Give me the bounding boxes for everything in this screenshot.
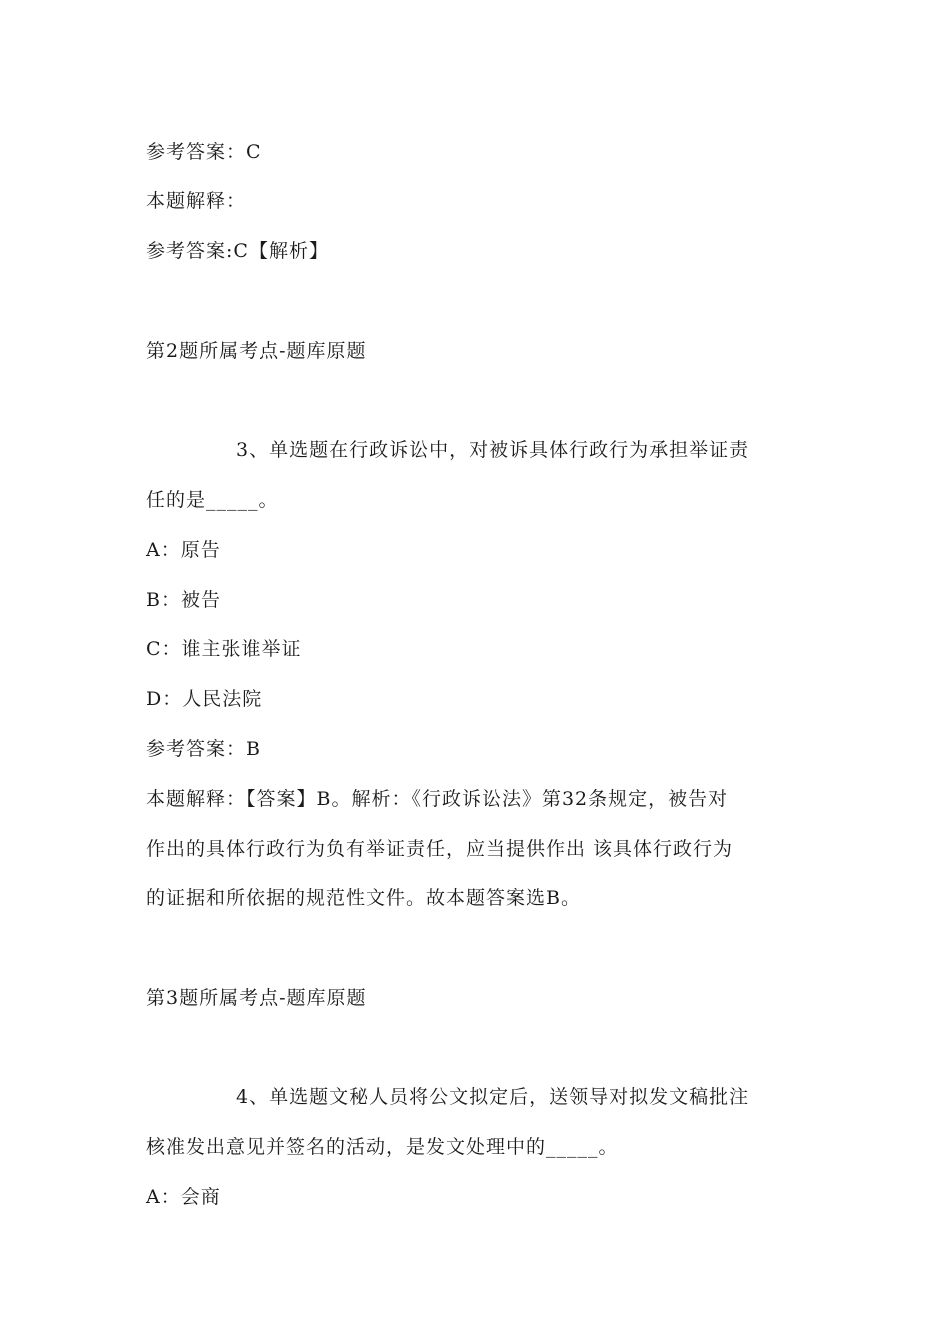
q3-explanation-line-2: 作出的具体行政行为负有举证责任，应当提供作出 该具体行政行为 (146, 838, 734, 860)
q3-explanation-line-3: 的证据和所依据的规范性文件。故本题答案选B。 (146, 887, 581, 909)
q2-explanation-label: 本题解释： (146, 190, 247, 212)
q3-explanation-line-1: 本题解释：【答案】B。解析：《行政诉讼法》第32条规定，被告对 (146, 788, 729, 810)
q3-answer-line: 参考答案：B (146, 738, 261, 760)
q3-option-d: D：人民法院 (146, 688, 263, 710)
q2-answer-line: 参考答案：C (146, 141, 262, 163)
q4-stem-line-2: 核准发出意见并签名的活动，是发文处理中的_____。 (146, 1136, 619, 1158)
q3-option-a: A：原告 (146, 539, 221, 561)
q3-option-b: B：被告 (146, 589, 221, 611)
q4-stem-line-1: 4、单选题文秘人员将公文拟定后，送领导对拟发文稿批注 (236, 1086, 750, 1108)
q4-option-a: A：会商 (146, 1186, 221, 1208)
q3-option-c: C：谁主张谁举证 (146, 638, 302, 660)
q3-stem-line-1: 3、单选题在行政诉讼中，对被诉具体行政行为承担举证责 (236, 439, 750, 461)
q2-topic-heading: 第2题所属考点-题库原题 (146, 340, 367, 362)
q3-stem-line-2: 任的是_____。 (146, 489, 279, 511)
q2-explanation-text: 参考答案:C【解析】 (146, 240, 329, 262)
q3-topic-heading: 第3题所属考点-题库原题 (146, 987, 367, 1009)
